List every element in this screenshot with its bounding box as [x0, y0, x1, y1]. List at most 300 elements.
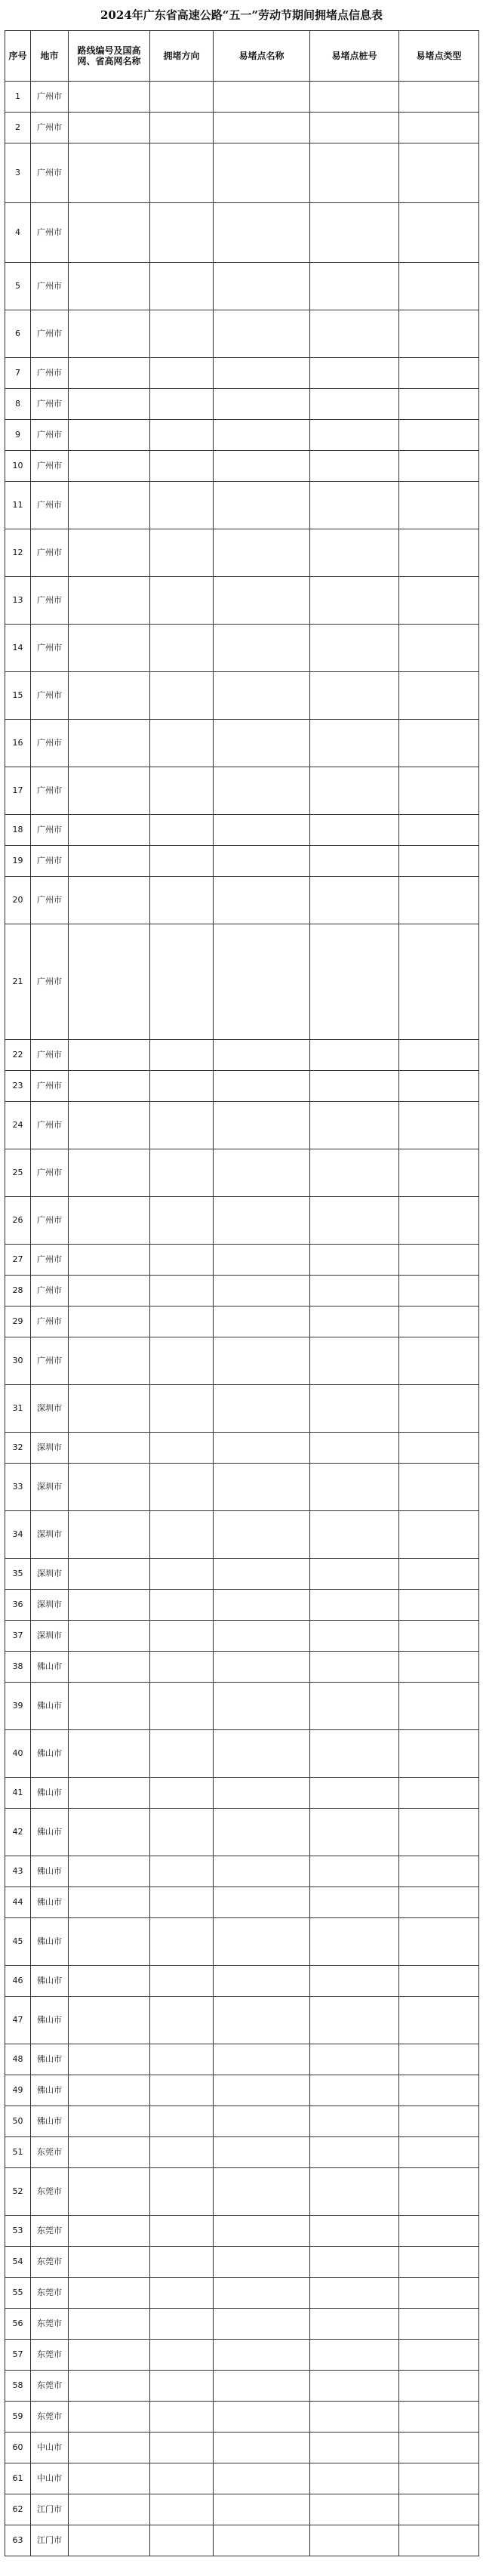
cell-section	[214, 358, 310, 389]
header-section: 易堵点名称	[214, 31, 310, 82]
cell-city: 东莞市	[31, 2247, 69, 2278]
cell-road	[69, 1102, 150, 1149]
cell-section	[214, 1149, 310, 1197]
cell-direction	[150, 203, 214, 263]
cell-type	[399, 2494, 479, 2525]
cell-city: 广州市	[31, 672, 69, 720]
cell-city: 广州市	[31, 1245, 69, 1276]
cell-road	[69, 143, 150, 203]
table-row	[5, 420, 479, 451]
cell-city: 广州市	[31, 143, 69, 203]
table-row	[5, 924, 479, 1040]
cell-section	[214, 1887, 310, 1918]
cell-road	[69, 672, 150, 720]
cell-road	[69, 1683, 150, 1730]
table-row	[5, 2494, 479, 2525]
cell-type	[399, 203, 479, 263]
cell-no: 52	[5, 2168, 31, 2216]
cell-city: 深圳市	[31, 1433, 69, 1464]
cell-direction	[150, 1102, 214, 1149]
cell-road	[69, 1730, 150, 1778]
cell-city: 佛山市	[31, 1966, 69, 1997]
cell-km	[310, 451, 399, 482]
cell-type	[399, 143, 479, 203]
table-row	[5, 1149, 479, 1197]
cell-direction	[150, 358, 214, 389]
cell-road	[69, 924, 150, 1040]
cell-no: 42	[5, 1809, 31, 1856]
cell-no: 27	[5, 1245, 31, 1276]
cell-km	[310, 2075, 399, 2106]
cell-section	[214, 1245, 310, 1276]
table-row	[5, 1997, 479, 2044]
cell-direction	[150, 672, 214, 720]
cell-no: 14	[5, 625, 31, 672]
cell-direction	[150, 2247, 214, 2278]
cell-section	[214, 1385, 310, 1433]
cell-type	[399, 924, 479, 1040]
table-row	[5, 2433, 479, 2463]
cell-type	[399, 1887, 479, 1918]
cell-type	[399, 82, 479, 113]
cell-city: 东莞市	[31, 2278, 69, 2309]
cell-direction	[150, 1511, 214, 1559]
cell-type	[399, 310, 479, 358]
cell-km	[310, 2433, 399, 2463]
cell-direction	[150, 2075, 214, 2106]
cell-city: 佛山市	[31, 1809, 69, 1856]
cell-direction	[150, 815, 214, 846]
cell-direction	[150, 451, 214, 482]
cell-km	[310, 1887, 399, 1918]
cell-km	[310, 1149, 399, 1197]
cell-city: 广州市	[31, 577, 69, 625]
cell-km	[310, 1621, 399, 1652]
table-row	[5, 1809, 479, 1856]
cell-no: 19	[5, 846, 31, 877]
cell-direction	[150, 1071, 214, 1102]
cell-direction	[150, 2371, 214, 2402]
cell-direction	[150, 310, 214, 358]
cell-no: 16	[5, 720, 31, 767]
cell-km	[310, 482, 399, 529]
cell-no: 12	[5, 529, 31, 577]
cell-city: 广州市	[31, 263, 69, 310]
cell-km	[310, 1997, 399, 2044]
cell-section	[214, 2309, 310, 2340]
cell-section	[214, 2106, 310, 2137]
cell-road	[69, 1197, 150, 1245]
cell-city: 广州市	[31, 389, 69, 420]
cell-section	[214, 720, 310, 767]
cell-no: 50	[5, 2106, 31, 2137]
cell-no: 56	[5, 2309, 31, 2340]
cell-type	[399, 2106, 479, 2137]
cell-type	[399, 720, 479, 767]
cell-type	[399, 2371, 479, 2402]
cell-direction	[150, 1559, 214, 1590]
cell-direction	[150, 846, 214, 877]
cell-section	[214, 2463, 310, 2494]
cell-road	[69, 482, 150, 529]
cell-road	[69, 1433, 150, 1464]
table-header-row	[5, 31, 479, 82]
cell-direction	[150, 2494, 214, 2525]
cell-km	[310, 1276, 399, 1307]
table-row	[5, 1197, 479, 1245]
table-row	[5, 720, 479, 767]
cell-no: 41	[5, 1778, 31, 1809]
cell-no: 58	[5, 2371, 31, 2402]
cell-section	[214, 577, 310, 625]
cell-type	[399, 2216, 479, 2247]
cell-direction	[150, 2402, 214, 2433]
congestion-table	[5, 30, 479, 2556]
cell-city: 广州市	[31, 1337, 69, 1385]
cell-section	[214, 2402, 310, 2433]
cell-section	[214, 1778, 310, 1809]
cell-no: 5	[5, 263, 31, 310]
cell-km	[310, 2106, 399, 2137]
cell-direction	[150, 529, 214, 577]
cell-direction	[150, 263, 214, 310]
cell-section	[214, 1966, 310, 1997]
cell-no: 45	[5, 1918, 31, 1966]
cell-section	[214, 1809, 310, 1856]
cell-type	[399, 2433, 479, 2463]
cell-section	[214, 625, 310, 672]
cell-section	[214, 1997, 310, 2044]
cell-road	[69, 625, 150, 672]
cell-type	[399, 1464, 479, 1511]
cell-direction	[150, 1730, 214, 1778]
cell-city: 广州市	[31, 1276, 69, 1307]
cell-km	[310, 1683, 399, 1730]
cell-no: 39	[5, 1683, 31, 1730]
cell-km	[310, 358, 399, 389]
cell-direction	[150, 2525, 214, 2556]
cell-section	[214, 2137, 310, 2168]
cell-no: 3	[5, 143, 31, 203]
cell-city: 深圳市	[31, 1385, 69, 1433]
cell-direction	[150, 2433, 214, 2463]
cell-road	[69, 1559, 150, 1590]
cell-km	[310, 2340, 399, 2371]
table-row	[5, 1433, 479, 1464]
cell-city: 广州市	[31, 529, 69, 577]
cell-no: 48	[5, 2044, 31, 2075]
cell-road	[69, 113, 150, 143]
cell-km	[310, 2463, 399, 2494]
cell-road	[69, 1652, 150, 1683]
cell-road	[69, 720, 150, 767]
cell-section	[214, 1071, 310, 1102]
cell-section	[214, 924, 310, 1040]
cell-no: 25	[5, 1149, 31, 1197]
table-row	[5, 1652, 479, 1683]
cell-section	[214, 1730, 310, 1778]
cell-no: 4	[5, 203, 31, 263]
cell-section	[214, 389, 310, 420]
cell-road	[69, 2106, 150, 2137]
header-road: 路线编号及国高网、省高网名称	[69, 31, 150, 82]
cell-no: 30	[5, 1337, 31, 1385]
table-row	[5, 2525, 479, 2556]
table-row	[5, 1102, 479, 1149]
cell-no: 20	[5, 877, 31, 924]
cell-type	[399, 1149, 479, 1197]
cell-no: 18	[5, 815, 31, 846]
cell-section	[214, 263, 310, 310]
cell-no: 2	[5, 113, 31, 143]
cell-no: 31	[5, 1385, 31, 1433]
cell-direction	[150, 2340, 214, 2371]
table-row	[5, 2309, 479, 2340]
cell-no: 53	[5, 2216, 31, 2247]
table-row	[5, 1307, 479, 1337]
cell-km	[310, 672, 399, 720]
cell-city: 佛山市	[31, 1683, 69, 1730]
cell-section	[214, 2278, 310, 2309]
cell-road	[69, 767, 150, 815]
table-row	[5, 2340, 479, 2371]
cell-type	[399, 1071, 479, 1102]
table-row	[5, 2371, 479, 2402]
cell-city: 东莞市	[31, 2137, 69, 2168]
header-type: 易堵点类型	[399, 31, 479, 82]
cell-section	[214, 846, 310, 877]
cell-direction	[150, 1337, 214, 1385]
cell-section	[214, 143, 310, 203]
cell-section	[214, 1683, 310, 1730]
cell-type	[399, 389, 479, 420]
table-body	[5, 82, 479, 2556]
table-row	[5, 1887, 479, 1918]
table-row	[5, 2247, 479, 2278]
cell-section	[214, 1621, 310, 1652]
cell-road	[69, 1590, 150, 1621]
cell-city: 佛山市	[31, 1887, 69, 1918]
cell-road	[69, 1307, 150, 1337]
cell-city: 广州市	[31, 203, 69, 263]
cell-km	[310, 1778, 399, 1809]
cell-type	[399, 1307, 479, 1337]
cell-direction	[150, 1621, 214, 1652]
cell-direction	[150, 1464, 214, 1511]
cell-road	[69, 529, 150, 577]
cell-type	[399, 1197, 479, 1245]
cell-section	[214, 815, 310, 846]
cell-type	[399, 2247, 479, 2278]
cell-direction	[150, 1778, 214, 1809]
table-row	[5, 203, 479, 263]
cell-city: 东莞市	[31, 2402, 69, 2433]
cell-section	[214, 1464, 310, 1511]
cell-direction	[150, 1307, 214, 1337]
cell-road	[69, 82, 150, 113]
cell-type	[399, 2044, 479, 2075]
cell-city: 广州市	[31, 113, 69, 143]
cell-no: 28	[5, 1276, 31, 1307]
cell-type	[399, 1778, 479, 1809]
cell-km	[310, 577, 399, 625]
cell-direction	[150, 767, 214, 815]
cell-section	[214, 1856, 310, 1887]
cell-section	[214, 2494, 310, 2525]
cell-km	[310, 625, 399, 672]
cell-city: 广州市	[31, 310, 69, 358]
cell-city: 广州市	[31, 625, 69, 672]
cell-type	[399, 1997, 479, 2044]
cell-city: 广州市	[31, 1149, 69, 1197]
cell-km	[310, 1559, 399, 1590]
cell-no: 62	[5, 2494, 31, 2525]
cell-type	[399, 358, 479, 389]
cell-city: 佛山市	[31, 1730, 69, 1778]
table-row	[5, 2137, 479, 2168]
table-row	[5, 2463, 479, 2494]
cell-section	[214, 1590, 310, 1621]
cell-city: 东莞市	[31, 2168, 69, 2216]
cell-road	[69, 1918, 150, 1966]
cell-no: 11	[5, 482, 31, 529]
cell-type	[399, 2402, 479, 2433]
cell-road	[69, 420, 150, 451]
table-row	[5, 1683, 479, 1730]
cell-road	[69, 2340, 150, 2371]
cell-road	[69, 1276, 150, 1307]
cell-no: 23	[5, 1071, 31, 1102]
table-row	[5, 846, 479, 877]
cell-city: 广州市	[31, 1102, 69, 1149]
table-row	[5, 1040, 479, 1071]
cell-road	[69, 358, 150, 389]
cell-no: 8	[5, 389, 31, 420]
cell-type	[399, 1337, 479, 1385]
cell-km	[310, 1966, 399, 1997]
cell-km	[310, 310, 399, 358]
cell-direction	[150, 1997, 214, 2044]
cell-no: 36	[5, 1590, 31, 1621]
table-row	[5, 2168, 479, 2216]
cell-road	[69, 2309, 150, 2340]
cell-road	[69, 2278, 150, 2309]
cell-section	[214, 2044, 310, 2075]
cell-road	[69, 1511, 150, 1559]
cell-city: 东莞市	[31, 2371, 69, 2402]
cell-direction	[150, 1809, 214, 1856]
cell-km	[310, 1040, 399, 1071]
cell-km	[310, 2137, 399, 2168]
cell-road	[69, 1385, 150, 1433]
cell-section	[214, 2525, 310, 2556]
cell-city: 广州市	[31, 924, 69, 1040]
cell-road	[69, 203, 150, 263]
table-row	[5, 1918, 479, 1966]
cell-direction	[150, 1197, 214, 1245]
cell-no: 43	[5, 1856, 31, 1887]
cell-road	[69, 2075, 150, 2106]
cell-direction	[150, 1245, 214, 1276]
cell-direction	[150, 720, 214, 767]
cell-road	[69, 877, 150, 924]
cell-type	[399, 2340, 479, 2371]
table-row	[5, 1385, 479, 1433]
cell-no: 32	[5, 1433, 31, 1464]
cell-km	[310, 1856, 399, 1887]
cell-direction	[150, 2168, 214, 2216]
cell-direction	[150, 82, 214, 113]
cell-road	[69, 2168, 150, 2216]
cell-city: 江门市	[31, 2494, 69, 2525]
cell-km	[310, 1245, 399, 1276]
cell-direction	[150, 1918, 214, 1966]
cell-km	[310, 203, 399, 263]
cell-km	[310, 2309, 399, 2340]
cell-type	[399, 625, 479, 672]
cell-road	[69, 577, 150, 625]
cell-type	[399, 1730, 479, 1778]
cell-no: 13	[5, 577, 31, 625]
cell-city: 广州市	[31, 1197, 69, 1245]
cell-direction	[150, 420, 214, 451]
cell-section	[214, 1652, 310, 1683]
cell-section	[214, 2216, 310, 2247]
cell-type	[399, 482, 479, 529]
table-row	[5, 451, 479, 482]
cell-no: 7	[5, 358, 31, 389]
cell-km	[310, 1730, 399, 1778]
cell-section	[214, 672, 310, 720]
cell-road	[69, 1149, 150, 1197]
cell-no: 47	[5, 1997, 31, 2044]
table-row	[5, 877, 479, 924]
cell-type	[399, 1809, 479, 1856]
cell-type	[399, 815, 479, 846]
cell-road	[69, 389, 150, 420]
cell-km	[310, 82, 399, 113]
cell-no: 6	[5, 310, 31, 358]
cell-road	[69, 1245, 150, 1276]
cell-no: 34	[5, 1511, 31, 1559]
table-row	[5, 1511, 479, 1559]
cell-type	[399, 2168, 479, 2216]
table-row	[5, 1621, 479, 1652]
cell-city: 佛山市	[31, 2044, 69, 2075]
cell-km	[310, 846, 399, 877]
cell-road	[69, 1621, 150, 1652]
table-row	[5, 1559, 479, 1590]
cell-type	[399, 1276, 479, 1307]
cell-city: 江门市	[31, 2525, 69, 2556]
cell-direction	[150, 482, 214, 529]
cell-direction	[150, 1385, 214, 1433]
cell-direction	[150, 1887, 214, 1918]
header-city: 地市	[31, 31, 69, 82]
table-row	[5, 1778, 479, 1809]
cell-section	[214, 482, 310, 529]
cell-km	[310, 1590, 399, 1621]
cell-city: 佛山市	[31, 1778, 69, 1809]
cell-km	[310, 1197, 399, 1245]
cell-road	[69, 2371, 150, 2402]
cell-km	[310, 1433, 399, 1464]
table-row	[5, 263, 479, 310]
cell-km	[310, 2216, 399, 2247]
cell-type	[399, 1245, 479, 1276]
cell-type	[399, 113, 479, 143]
cell-road	[69, 846, 150, 877]
